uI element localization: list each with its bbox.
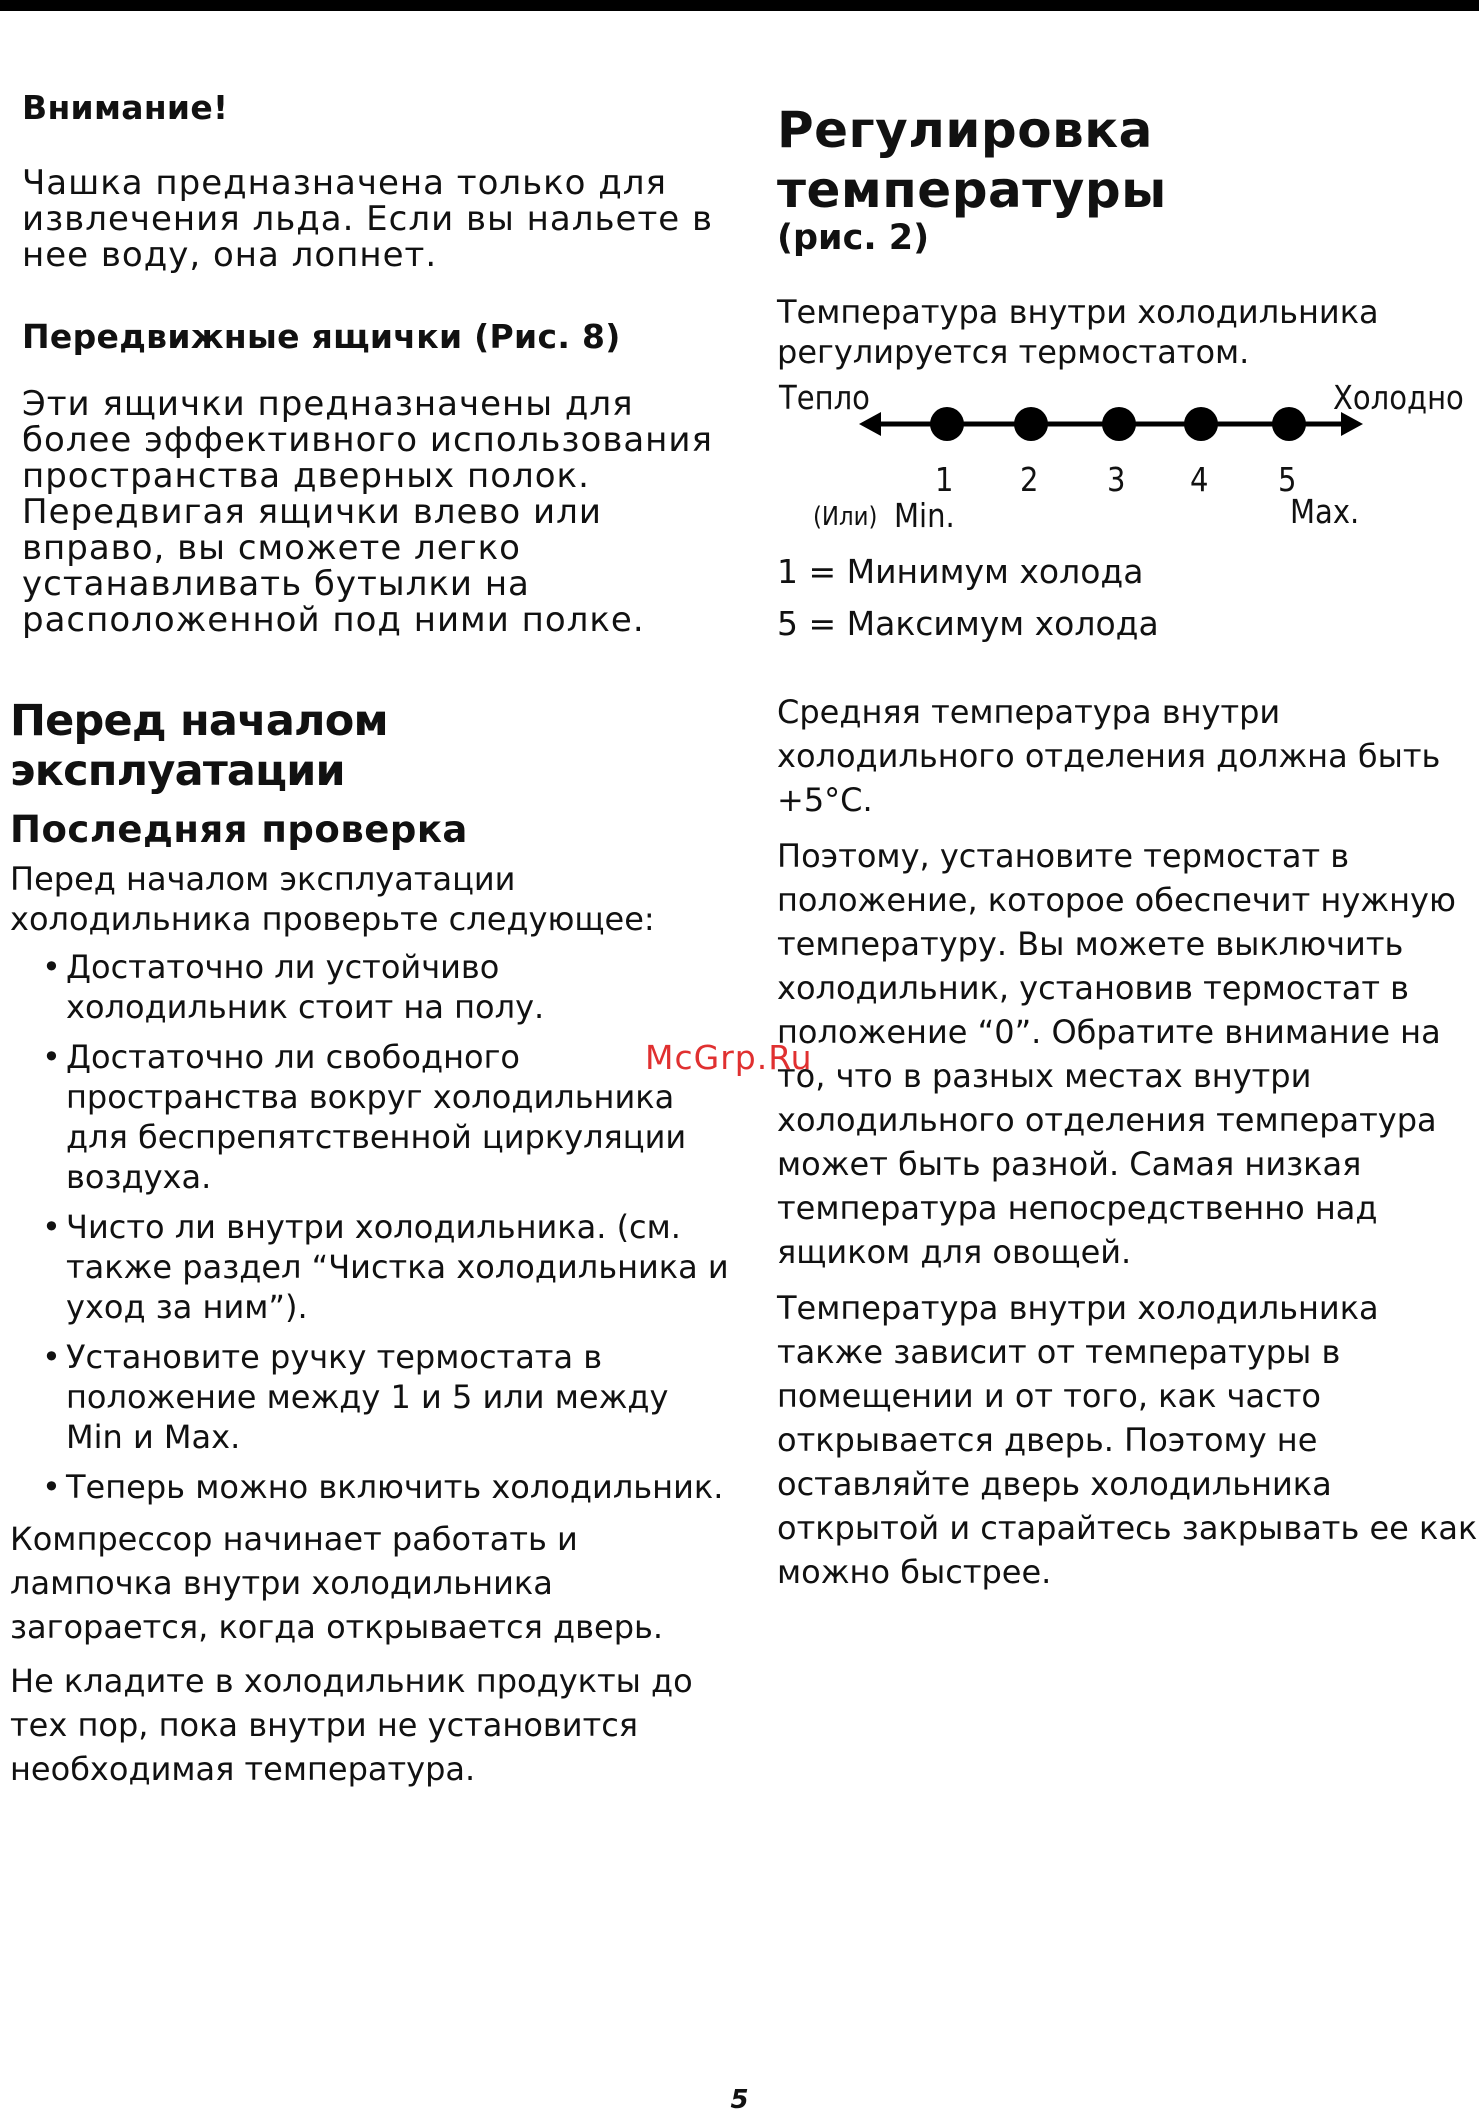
compressor-text: Компрессор начинает работать и лампочка внутри холодильника загорается, когда открывается дверь. [10,1520,664,1646]
list-item-text: Достаточно ли свободного пространства вокруг холодильника для беспрепятственной циркуляции воздуха. [66,1038,687,1196]
bullet-marker: • [42,1038,61,1076]
position-label: 3 [1107,460,1126,499]
watermark: McGrp.Ru [645,1038,813,1077]
bullet-marker: • [42,1468,61,1506]
final-check-heading: Последняя проверка [10,808,468,851]
final-check-intro: Перед началом эксплуатации холодильника проверьте следующее: [10,860,655,938]
position-label: 5 [1278,460,1297,499]
max-label: Max. [1290,492,1360,531]
warm-label: Тепло [779,378,870,417]
list-item [10,1207,730,1327]
legend-max: 5 = Максимум холода [777,604,1159,643]
thermostat-scale-diagram [777,378,1479,548]
right-column [777,100,1479,1594]
position-dot [1014,407,1048,441]
right-arrow-icon [1341,412,1363,436]
attention-heading: Внимание! [22,88,229,127]
list-item-text: Теперь можно включить холодильник. [66,1468,724,1506]
temperature-title: Регулировка температуры [777,101,1167,219]
bullet-marker: • [42,1338,61,1376]
page-number: 5 [730,2085,749,2115]
position-dot [930,407,964,441]
before-use-heading: Перед началом эксплуатации [10,696,388,796]
list-item [10,1467,730,1507]
figure-reference: (рис. 2) [777,218,930,258]
set-thermostat-text: Поэтому, установите термостат в положение, которое обеспечит нужную температуру. Вы можете выключить холодильник, установив термостат в положение “0”. Обратите внимание на то, что в разных местах внутри холодильного отделения температура может быть разной. Самая низкая температура непосредственно над ящиком для овощей. [777,837,1456,1271]
list-item [10,1337,730,1457]
drawers-heading: Передвижные ящички (Рис. 8) [22,317,621,356]
left-column [10,88,730,1791]
min-prefix: (Или) [813,502,878,532]
scale-graphic [777,378,1479,548]
legend-min: 1 = Минимум холода [777,552,1144,591]
cold-label: Холодно [1333,378,1464,417]
position-label: 4 [1190,460,1209,499]
thermostat-intro: Температура внутри холодильника регулируется термостатом. [777,293,1379,371]
position-label: 1 [935,460,954,499]
top-rule [0,0,1479,11]
temperature-depends-text: Температура внутри холодильника также зависит от температуры в помещении и от того, как часто открывается дверь. Поэтому не оставляйте дверь холодильника открытой и старайтесь закрывать ее как можно быстрее. [777,1289,1478,1591]
food-text: Не кладите в холодильник продукты до тех пор, пока внутри не установится необходимая температура. [10,1662,693,1788]
scale-legend [777,552,1479,644]
list-item [10,1037,730,1197]
bullet-marker: • [42,1208,61,1246]
list-item-text: Установите ручку термостата в положение между 1 и 5 или между Min и Max. [66,1338,669,1456]
average-temperature-text: Средняя температура внутри холодильного отделения должна быть +5°С. [777,693,1441,819]
position-label: 2 [1020,460,1039,499]
min-label: Min. [894,496,955,535]
drawers-text: Эти ящички предназначены для более эффективного использования пространства дверных полок. Передвигая ящички влево или вправо, вы сможете легко устанавливать бутылки на расположенной под ними полке. [22,384,713,640]
attention-text: Чашка предназначена только для извлечения льда. Если вы нальете в нее воду, она лопнет. [22,163,714,275]
position-dot [1102,407,1136,441]
list-item-text: Чисто ли внутри холодильника. (см. также раздел “Чистка холодильника и уход за ним”). [66,1208,729,1326]
left-arrow-icon [859,412,881,436]
check-list [10,947,730,1507]
list-item-text: Достаточно ли устойчиво холодильник стоит на полу. [66,948,545,1026]
bullet-marker: • [42,948,61,986]
position-dot [1272,407,1306,441]
position-dot [1184,407,1218,441]
list-item [10,947,730,1027]
